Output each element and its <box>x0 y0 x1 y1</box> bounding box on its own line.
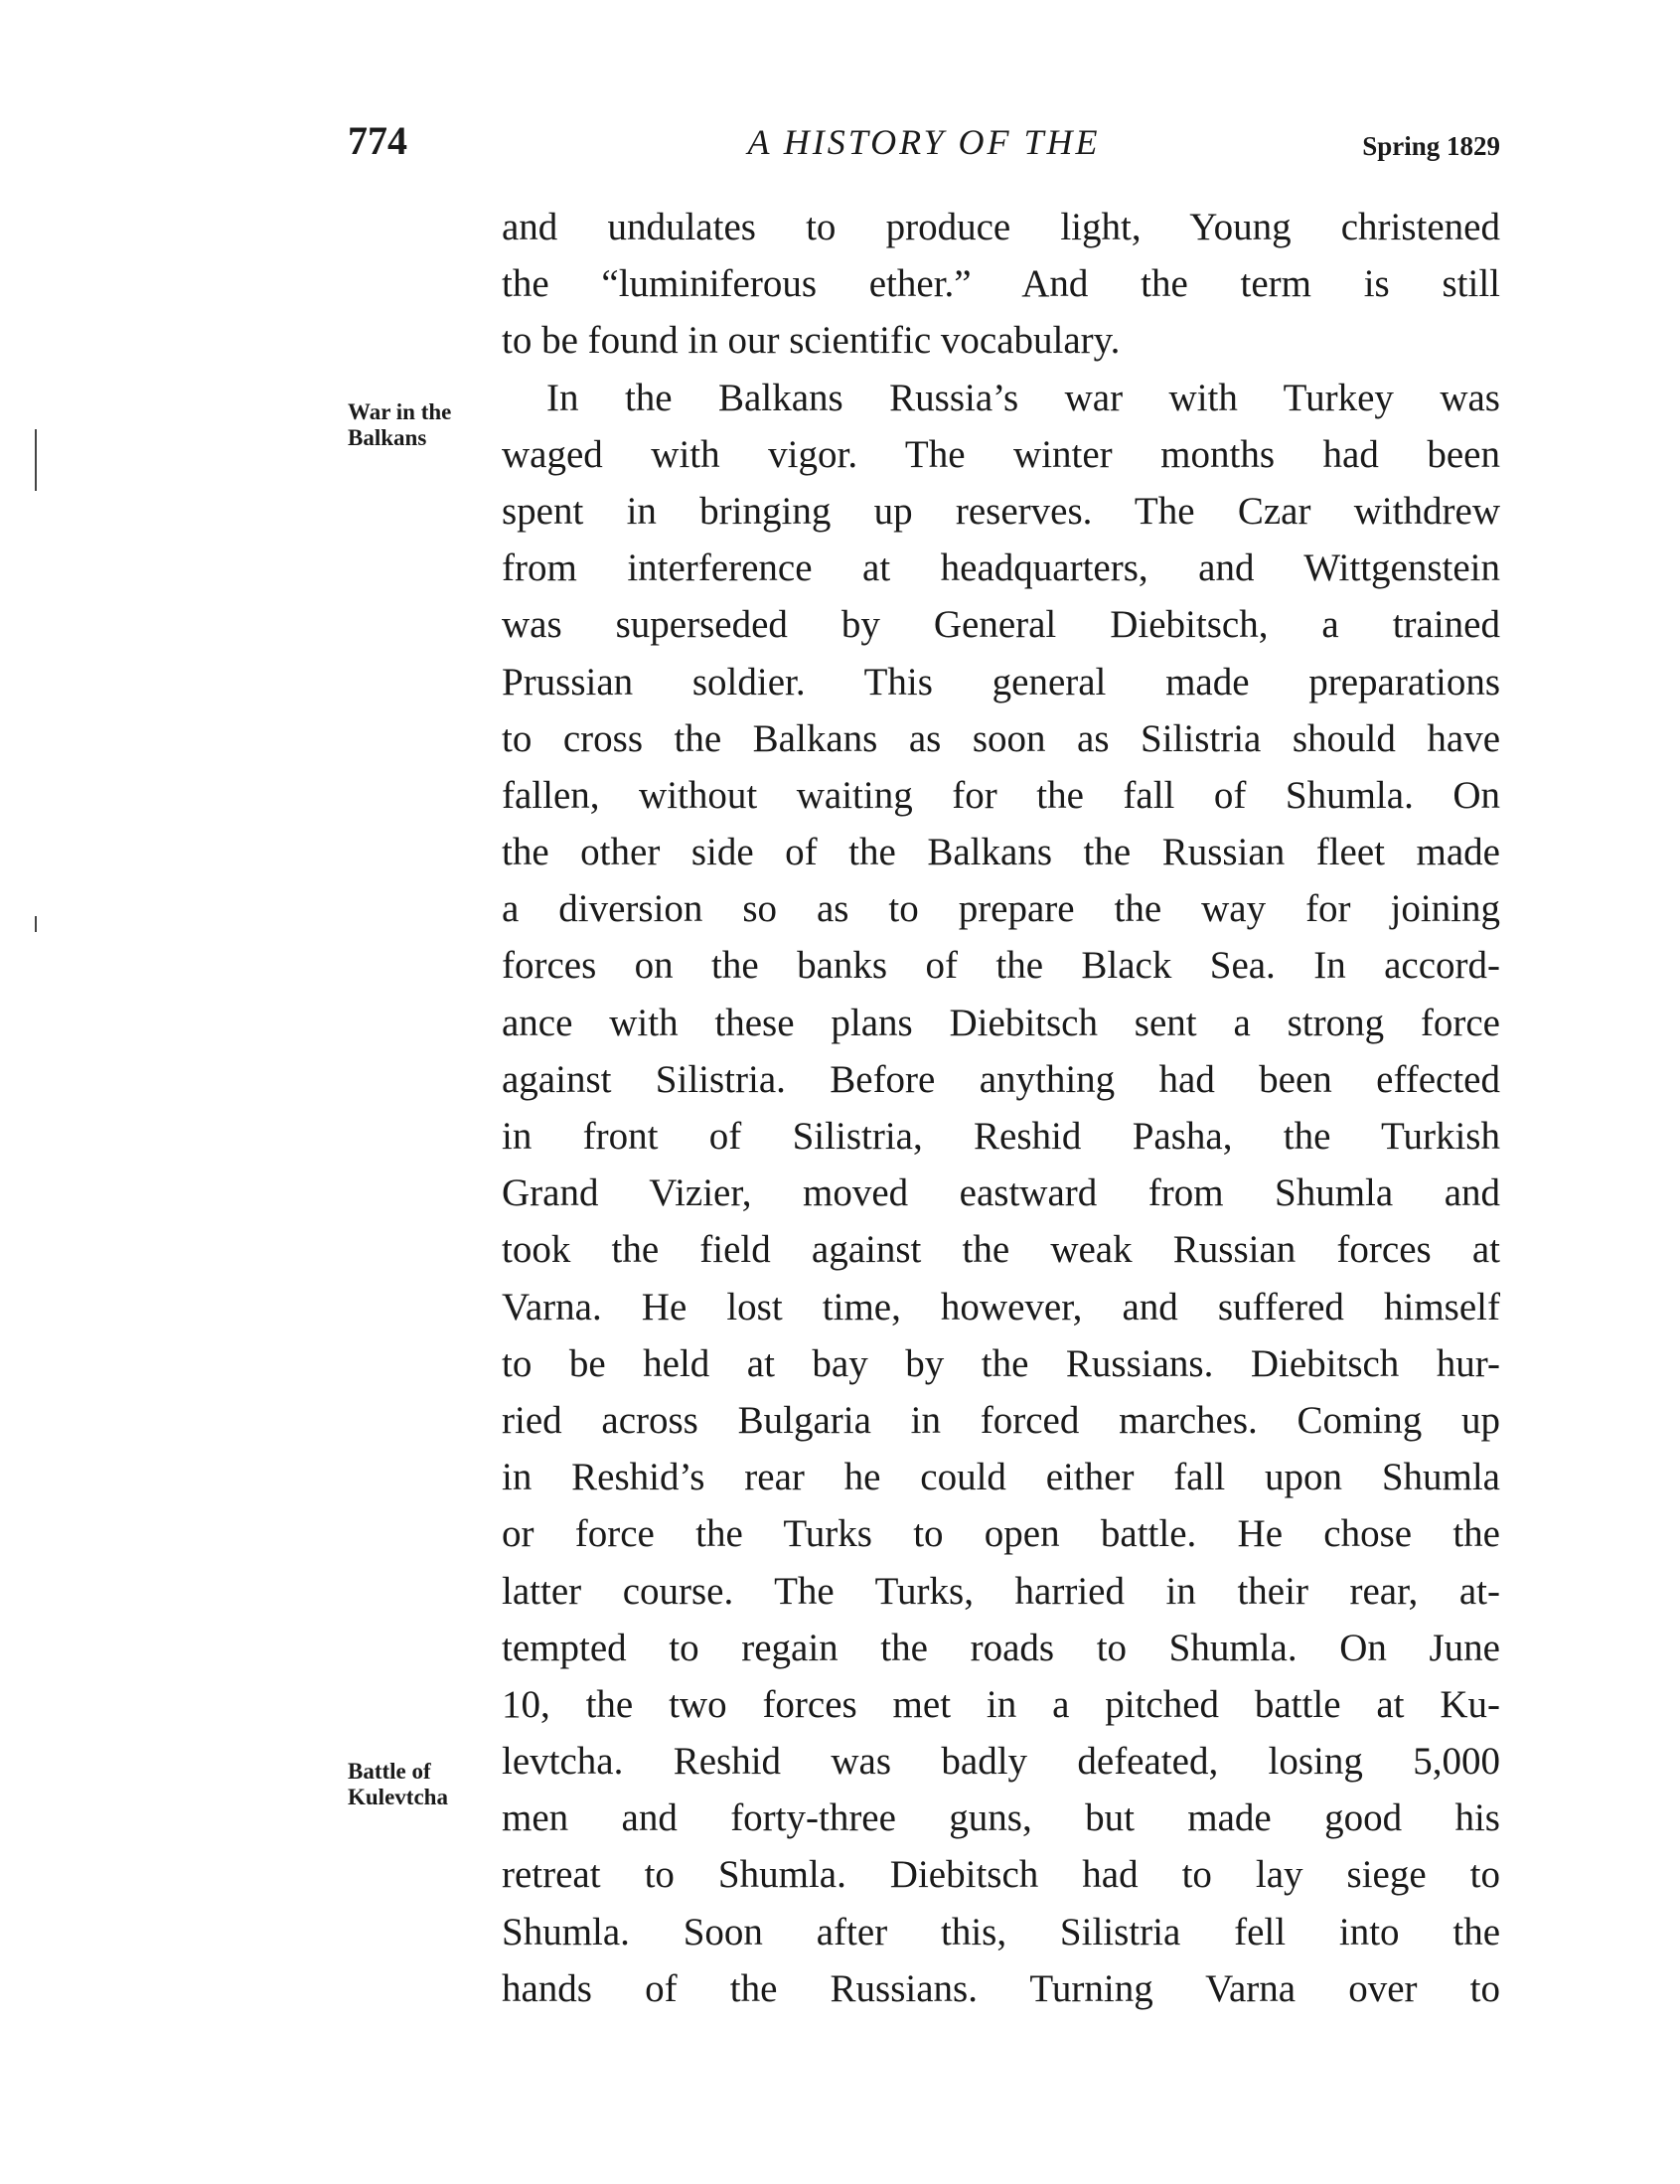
body-text <box>502 199 1500 2017</box>
text-line: a diversion so as to prepare the way for joining <box>502 887 1500 931</box>
text-line: from interference at headquarters, and Wittgenstein <box>502 546 1500 590</box>
text-line: against Silistria. Before anything had been effected <box>502 1057 1500 1101</box>
margin-scan-mark <box>35 916 37 932</box>
text-line: was superseded by General Diebitsch, a trained <box>502 603 1500 647</box>
text-line: ance with these plans Diebitsch sent a strong force <box>502 1001 1500 1044</box>
text-line: in front of Silistria, Reshid Pasha, the Turkish <box>502 1115 1500 1158</box>
text-line: fallen, without waiting for the fall of Shumla. On <box>502 773 1500 817</box>
text-line: levtcha. Reshid was badly defeated, losing 5,000 <box>502 1740 1500 1784</box>
sidenote-war-in-the-balkans: War in the Balkans <box>348 399 452 450</box>
text-line: tempted to regain the roads to Shumla. On June <box>502 1626 1500 1669</box>
text-line: the other side of the Balkans the Russian fleet made <box>502 831 1500 874</box>
text-line: the “luminiferous ether.” And the term is still <box>502 262 1500 306</box>
page-header <box>348 117 1500 177</box>
text-line: men and forty-three guns, but made good his <box>502 1796 1500 1840</box>
running-title: A HISTORY OF THE <box>747 122 1101 162</box>
text-line: to be found in our scientific vocabulary. <box>502 319 1121 363</box>
text-line: took the field against the weak Russian forces at <box>502 1228 1500 1272</box>
text-line: to cross the Balkans as soon as Silistria should have <box>502 716 1500 760</box>
text-line: spent in bringing up reserves. The Czar withdrew <box>502 489 1500 533</box>
text-line: Shumla. Soon after this, Silistria fell into the <box>502 1910 1500 1953</box>
text-line: and undulates to produce light, Young christened <box>502 206 1500 248</box>
text-line: ried across Bulgaria in forced marches. Coming up <box>502 1398 1500 1442</box>
margin-scan-mark <box>35 429 37 491</box>
text-line: In the Balkans Russia’s war with Turkey was <box>546 376 1500 419</box>
text-line: Prussian soldier. This general made preparations <box>502 660 1500 703</box>
text-line: Grand Vizier, moved eastward from Shumla and <box>502 1171 1500 1215</box>
text-line: waged with vigor. The winter months had been <box>502 432 1500 476</box>
text-line: Varna. He lost time, however, and suffered himself <box>502 1285 1500 1328</box>
page-number: 774 <box>348 118 407 163</box>
running-date: Spring 1829 <box>1362 131 1500 161</box>
text-line: 10, the two forces met in a pitched battle at Ku- <box>502 1682 1500 1726</box>
text-line: forces on the banks of the Black Sea. In accord- <box>502 944 1500 988</box>
text-line: hands of the Russians. Turning Varna over to <box>502 1966 1500 2010</box>
text-line: latter course. The Turks, harried in their rear, at- <box>502 1569 1500 1613</box>
sidenote-battle-of-kulevtcha: Battle of Kulevtcha <box>348 1759 448 1809</box>
text-line: or force the Turks to open battle. He chose the <box>502 1512 1500 1556</box>
text-line: in Reshid’s rear he could either fall upon Shumla <box>502 1456 1500 1499</box>
text-line: retreat to Shumla. Diebitsch had to lay siege to <box>502 1853 1500 1897</box>
text-line: to be held at bay by the Russians. Diebitsch hur- <box>502 1341 1500 1385</box>
